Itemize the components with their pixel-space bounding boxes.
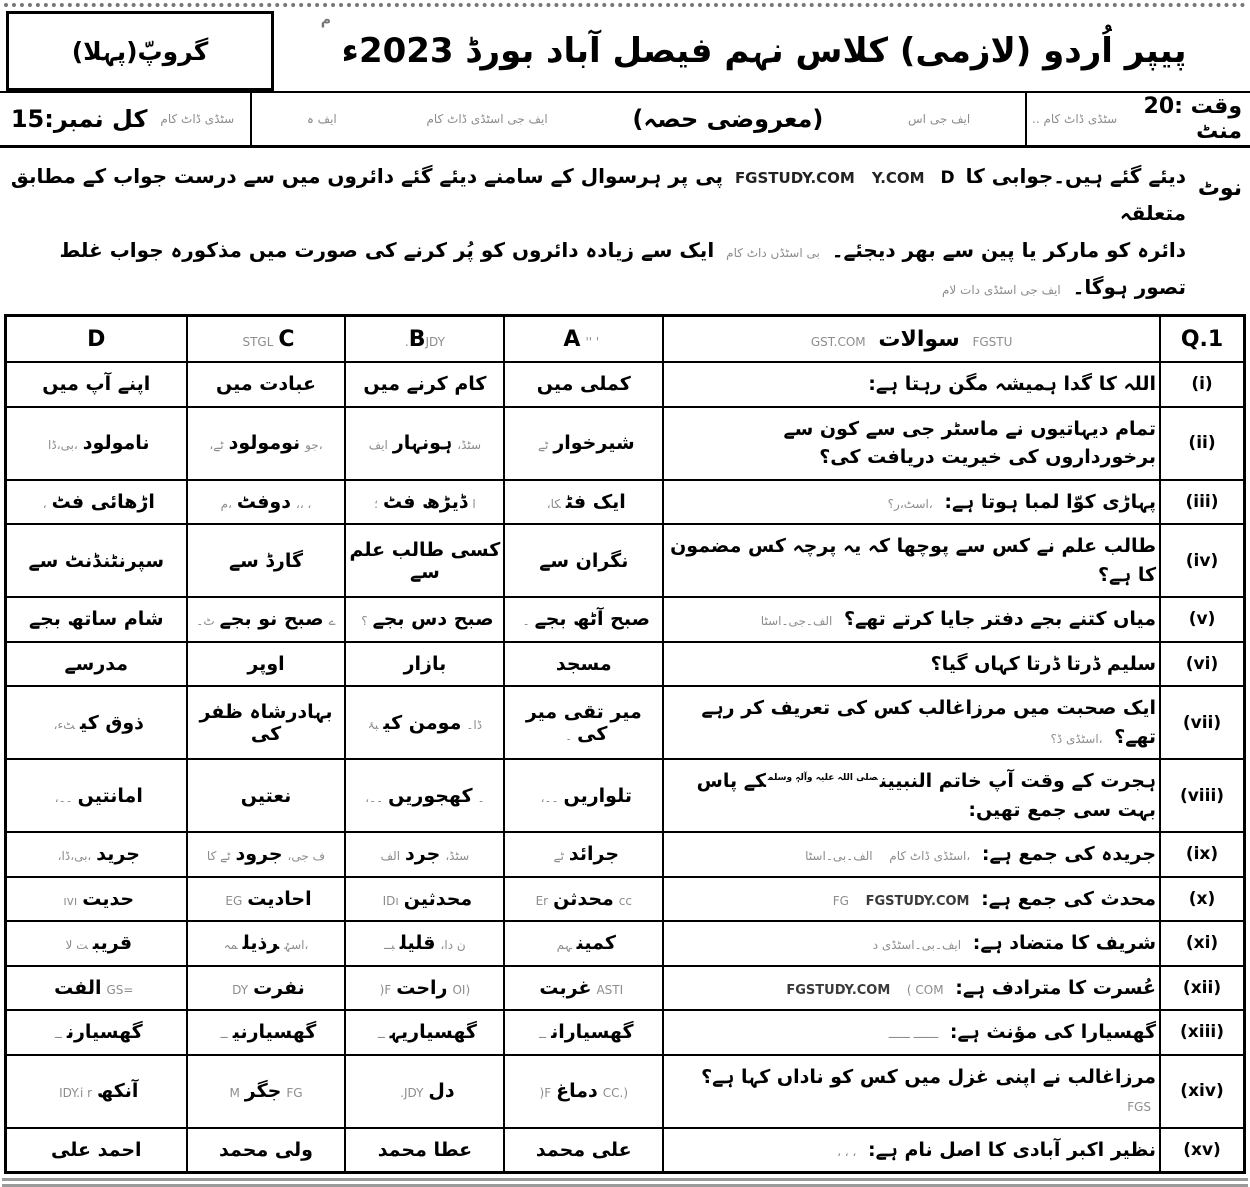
question-number: (xii): [1160, 966, 1244, 1011]
note-line-2: دائرہ کو مارکر یا پین سے بھر دیجئے۔ بی اسٹڈں داٹ کام ایک سے زیادہ دائروں کو پُر کرنے کی صورت میں مذکورہ جواب غلط تصور ہوگا۔ ایف جی اسٹڈی دات لام: [59, 238, 1186, 299]
option-c-cell: گارڈ سے: [187, 524, 346, 597]
watermark-fragment: ؛: [374, 496, 378, 511]
watermark-fragment: مہ: [223, 938, 238, 953]
watermark-fragment: سٹڈ،: [457, 438, 482, 452]
question-number: (vii): [1160, 686, 1244, 759]
option-c-cell: گھسیارنیــ: [187, 1010, 346, 1055]
watermark-fragment: ــ: [220, 1027, 228, 1042]
group-label: گروپّ(پہلا): [71, 36, 209, 66]
note-line-1: دیئے گئے ہیں۔جوابی کا FGSTUDY.COM Y.COM D پی پر ہرسوال کے سامنے دیئے گئے دائروں میں سے درست جواب کے مطابق متعلقہ: [10, 164, 1186, 225]
watermark-fragment: ٹے،: [209, 438, 224, 452]
watermark-fgstudycom: FGSTUDY.COM: [734, 169, 855, 187]
mcq-table: [4, 314, 1246, 1174]
option-b-cell: ڈا۔مومن کیبۂ: [345, 686, 504, 759]
option-d-cell: احمد علی: [6, 1128, 187, 1173]
question-number-header: Q.1: [1160, 316, 1244, 363]
watermark-fragment: ( COM: [906, 982, 944, 997]
column-header-b: BJDY.: [345, 316, 504, 363]
watermark-fragment: Er: [535, 893, 549, 908]
table-row: [6, 921, 1245, 966]
section-cell: [250, 93, 1027, 145]
watermark-fragment: م: [320, 12, 331, 28]
question-text: عُسرت کا مترادف ہے: FGSTUDY.COM ( COM: [663, 966, 1160, 1011]
watermark-fragment: (.CC: [602, 1086, 629, 1100]
group-box: [6, 11, 331, 91]
table-row: [6, 597, 1245, 642]
watermark-fragment: FGS: [1127, 1100, 1152, 1114]
watermark-fragment: ،م: [220, 496, 232, 511]
table-row: [6, 362, 1245, 407]
note-section: [0, 148, 1250, 312]
question-number: (xv): [1160, 1128, 1244, 1173]
table-row: [6, 407, 1245, 480]
watermark-fragment: ، ،،: [296, 496, 312, 511]
watermark-fragment: ــ: [539, 1027, 547, 1042]
option-b-cell: کام کرنے میں: [345, 362, 504, 407]
watermark-fragment: ۔: [477, 790, 485, 805]
option-d-cell: گھسیارنــ: [6, 1010, 187, 1055]
watermark-fragment: JDY.: [404, 334, 445, 349]
question-number: (xi): [1160, 921, 1244, 966]
watermark-fragment: ، ، ،: [837, 1144, 857, 1159]
question-number: (x): [1160, 877, 1244, 922]
option-a-cell: ccمحدثنEr: [504, 877, 663, 922]
watermark-fragment: DY: [232, 982, 249, 997]
option-b-cell: ن دا،قلیلبــ: [345, 921, 504, 966]
question-text: اللہ کا گدا ہمیشہ مگن رہتا ہے:: [663, 362, 1160, 407]
paper-title: پیپر اُردو (لازمی) کلاس نہم فیصل آباد بورڈ 2023ء: [341, 30, 1187, 71]
watermark-fgstudycom: FGSTUDY.COM: [865, 893, 970, 909]
question-text: گھسیارا کی مؤنث ہے: ـــــــ ــــــ: [663, 1010, 1160, 1055]
option-c-cell: اوپر: [187, 642, 346, 687]
option-d-cell: آنکھIDY.i r: [6, 1055, 187, 1128]
watermark-fragment: ف جی،: [287, 849, 326, 864]
question-text: مرزاغالب نے اپنی غزل میں کس کو ناداں کہا ہے؟ FGS: [663, 1055, 1160, 1128]
watermark-studydotcom-2: سٹڈی ڈاٹ کام: [160, 112, 235, 126]
option-b-cell: عطا محمد: [345, 1128, 504, 1173]
question-text: تمام دیہاتیوں نے ماسٹر جی سے کون سے برخورداروں کی خیریت دریافت کی؟: [663, 407, 1160, 480]
option-d-cell: اڑھائی فٹ،: [6, 480, 187, 525]
watermark-fragment: IDı: [382, 893, 399, 908]
mcq-header-row: [6, 316, 1245, 363]
option-a-cell: نگران سے: [504, 524, 663, 597]
option-c-cell: ولی محمد: [187, 1128, 346, 1173]
option-b-cell: صبح دس بجے؟: [345, 597, 504, 642]
option-a-cell: کمینہم: [504, 921, 663, 966]
watermark-fragment: ،: [42, 496, 47, 511]
question-number: (ii): [1160, 407, 1244, 480]
option-a-cell: ایک فٹکا،: [504, 480, 663, 525]
option-b-cell: کسی طالب علم سے: [345, 524, 504, 597]
watermark-fragment: ۔۔،: [54, 790, 73, 805]
option-b-cell: اڈیڑھ فٹ؛: [345, 480, 504, 525]
option-d-cell: جرید،بی،ڈا،: [6, 832, 187, 877]
watermark-fragment: ٹے کا: [206, 849, 231, 864]
watermark-fragment: ؟: [361, 614, 368, 629]
watermark-fragment: ٹ۔: [196, 614, 215, 629]
watermark-fragment: F(: [379, 982, 392, 997]
option-c-cell: ،جونومولودٹے،: [187, 407, 346, 480]
table-row: [6, 686, 1245, 759]
total-marks-label: کل نمبر:15: [10, 105, 148, 133]
watermark-fragment: ASTI: [596, 982, 624, 997]
option-d-cell: نامولود،بی،ڈا: [6, 407, 187, 480]
option-letter-d: D: [940, 168, 955, 188]
note-label: نوٹ: [1197, 176, 1242, 201]
watermark-studydotcom: سٹڈی ڈاٹ کام ..: [1032, 112, 1118, 126]
watermark-fragment: ،بی،ڈا،: [57, 849, 92, 864]
watermark-fragment: FGSTU: [972, 334, 1013, 349]
option-d-cell: ذوق کیٹء،: [6, 686, 187, 759]
questions-header: FGSTU سوالات GST.COM: [663, 316, 1160, 363]
question-number: (xiii): [1160, 1010, 1244, 1055]
table-row: [6, 966, 1245, 1011]
table-row: [6, 832, 1245, 877]
option-b-cell: ۔کھجوریں۔۔،: [345, 759, 504, 832]
table-row: [6, 480, 1245, 525]
option-b-cell: سٹڈ،ہونہارایف: [345, 407, 504, 480]
option-c-cell: ،اسۂرذیلمہ: [187, 921, 346, 966]
option-d-cell: مدرسے: [6, 642, 187, 687]
table-row: [6, 1055, 1245, 1128]
option-c-cell: ف جی،جرودٹے کا: [187, 832, 346, 877]
table-row: [6, 1128, 1245, 1173]
option-b-cell: دلJDY.: [345, 1055, 504, 1128]
watermark-fragment: ے: [328, 614, 336, 629]
option-c-cell: عبادت میں: [187, 362, 346, 407]
option-d-cell: =GSالفت: [6, 966, 187, 1011]
watermark-fragment: STGL: [242, 334, 274, 349]
watermark-fragment: FG: [286, 1086, 303, 1100]
watermark-fragment: ' '': [585, 334, 600, 349]
question-text: ہجرت کے وقت آپ خاتم النبیین$^{صلی اللہ علیہ وآلہٖ وسلم}$کے پاس بہت سی جمع تھیں:: [663, 759, 1160, 832]
option-d-cell: شام ساتھ بجے: [6, 597, 187, 642]
watermark-fragment: ٹے: [537, 438, 549, 452]
option-c-cell: نعتیں: [187, 759, 346, 832]
option-c-cell: بہادرشاہ ظفر کی: [187, 686, 346, 759]
watermark-fragment: سٹڈ،: [445, 849, 470, 864]
watermark-fragment: ٹء،: [53, 717, 75, 732]
option-c-cell: ، ،،دوفٹ،م: [187, 480, 346, 525]
watermark-fragment: ۔۔،: [365, 790, 384, 805]
watermark-fragment: ـــــــ ــــــ: [888, 1027, 939, 1041]
option-a-cell: علی محمد: [504, 1128, 663, 1173]
option-a-cell: میر تقی میر کی۔: [504, 686, 663, 759]
option-a-cell: شیرخوارٹے: [504, 407, 663, 480]
watermark-fragment: ،اسٹڈی ڈ؟: [1050, 731, 1103, 746]
option-d-cell: حدیتıvı: [6, 877, 187, 922]
question-number: (ix): [1160, 832, 1244, 877]
watermark-fragment: ıvı: [63, 893, 78, 908]
question-text: طالب علم نے کس سے پوچھا کہ یہ پرچہ کس مضمون کا ہے؟: [663, 524, 1160, 597]
watermark-fragment: ــ: [377, 1027, 385, 1042]
watermark-fragment: ،بی،ڈا: [48, 438, 78, 452]
watermark-fragment: ڈا۔: [466, 717, 483, 732]
watermark-fragment: EG: [225, 893, 243, 908]
question-text: جریدہ کی جمع ہے: ،اسٹڈی ڈاٹ کام الف۔بی۔اسٹا: [663, 832, 1160, 877]
durood-inscription: صلی اللہ علیہ وآلہٖ وسلم: [767, 772, 878, 783]
watermark-fragment: بــ: [384, 938, 395, 953]
watermark-fragment: الف۔بی۔اسٹا: [805, 849, 873, 863]
question-text: سلیم ڈرتا ڈرتا کہاں گیا؟: [663, 642, 1160, 687]
note-text: [6, 158, 1186, 306]
watermark-fragment: ا: [472, 496, 476, 511]
watermark-fragment: الف۔جی۔اسٹا: [760, 614, 833, 628]
option-c-cell: نفرتDY: [187, 966, 346, 1011]
option-d-cell: سپرنٹنڈنٹ سے: [6, 524, 187, 597]
watermark-fragment: JDY.: [400, 1086, 424, 1100]
table-row: [6, 524, 1245, 597]
option-c-cell: FGجگرM: [187, 1055, 346, 1128]
watermark-fragment: M: [229, 1086, 240, 1100]
watermark-fragment: بۂ: [367, 717, 379, 732]
option-a-cell: (.CCدماغF(: [504, 1055, 663, 1128]
option-a-cell: تلواریں۔۔،: [504, 759, 663, 832]
question-number: (iv): [1160, 524, 1244, 597]
option-a-cell: ASTIغربت: [504, 966, 663, 1011]
table-row: [6, 1010, 1245, 1055]
watermark-fragment: ،اسۂ: [284, 938, 309, 953]
option-b-cell: گھسیاریہــ: [345, 1010, 504, 1055]
table-row: [6, 759, 1245, 832]
option-a-cell: گھسیارانــ: [504, 1010, 663, 1055]
question-text: نظیر اکبر آبادی کا اصل نام ہے: ، ، ،: [663, 1128, 1160, 1173]
paper-subheader: [0, 93, 1250, 148]
exam-paper-page: [0, 3, 1250, 1161]
option-b-cell: بازار: [345, 642, 504, 687]
watermark-fragment: ایف: [368, 438, 388, 452]
watermark-fragment: ،اسٹڈی ڈاٹ کام: [889, 849, 971, 863]
table-row: [6, 642, 1245, 687]
question-number: (v): [1160, 597, 1244, 642]
column-header-d: D: [6, 316, 187, 363]
option-a-cell: صبح آٹھ بجے۔: [504, 597, 663, 642]
question-number: (i): [1160, 362, 1244, 407]
watermark-fragment: IDY.i r: [59, 1086, 93, 1100]
watermark-fgstudycom: FGSTUDY.COM: [786, 982, 891, 998]
question-rows: [6, 362, 1245, 1173]
watermark-fragment: =GS: [106, 982, 134, 997]
marks-cell: [0, 93, 250, 145]
section-label: (معروضی حصہ): [632, 105, 824, 133]
question-number: (vi): [1160, 642, 1244, 687]
watermark-fragment: ۔۔،: [540, 790, 559, 805]
table-row: [6, 877, 1245, 922]
question-number: (viii): [1160, 759, 1244, 832]
option-c-cell: ےصبح نو بجےٹ۔: [187, 597, 346, 642]
watermark-fragment: ،اسٹ،ر؟: [887, 496, 933, 511]
bottom-double-rule: [2, 1178, 1248, 1187]
option-a-cell: مسجد: [504, 642, 663, 687]
watermark-fragment: FG: [832, 893, 849, 908]
watermark-fragment: ۔: [522, 614, 530, 629]
watermark-fragment: ،جو: [305, 438, 323, 452]
watermark-fragment: ت لا: [65, 938, 88, 953]
watermark-fragment: ن دا،: [440, 938, 466, 953]
question-text: پہاڑی کوّا لمبا ہوتا ہے: ،اسٹ،ر؟: [663, 480, 1160, 525]
question-number: (xiv): [1160, 1055, 1244, 1128]
question-number: (iii): [1160, 480, 1244, 525]
question-text: میاں کتنے بجے دفتر جایا کرتے تھے؟ الف۔جی۔اسٹا: [663, 597, 1160, 642]
watermark-fragment: الف: [380, 849, 401, 864]
option-a-cell: جرائدٹے: [504, 832, 663, 877]
option-b-cell: (OIراحتF(: [345, 966, 504, 1011]
question-text: ایک صحبت میں مرزاغالب کس کی تعریف کر رہے تھے؟ ،اسٹڈی ڈ؟: [663, 686, 1160, 759]
option-a-cell: کملی میں: [504, 362, 663, 407]
watermark-fragment: ٹے: [553, 849, 564, 864]
watermark-fragment: کا،: [546, 496, 561, 511]
watermark-fragment: ایف۔بی۔اسٹڈی د: [872, 938, 962, 952]
watermark-ycom: Y.COM: [871, 169, 925, 187]
watermark-fragment: F(: [539, 1086, 552, 1100]
option-c-cell: احادیتEG: [187, 877, 346, 922]
watermark-fragment: ــ: [54, 1027, 62, 1042]
option-d-cell: قریبت لا: [6, 921, 187, 966]
option-d-cell: امانتیں۔۔،: [6, 759, 187, 832]
watermark-fragment: ہم: [556, 938, 572, 953]
watermark-fgstudy-urdu-2: ایف جی اسٹڈی دات لام: [941, 283, 1061, 297]
option-b-cell: محدثینIDı: [345, 877, 504, 922]
column-header-a: ' ''A: [504, 316, 663, 363]
watermark-fgstudy-urdu: ایف جی اسٹڈی ڈاٹ کام: [426, 112, 548, 126]
watermark-fragment: (OI: [452, 982, 471, 997]
question-text: محدث کی جمع ہے: FG FGSTUDY.COM: [663, 877, 1160, 922]
option-b-cell: سٹڈ،جردالف: [345, 832, 504, 877]
watermark-fgs: ایف جی اس: [908, 112, 971, 126]
watermark-ef-h: ایف ہ: [306, 112, 337, 126]
question-text: شریف کا متضاد ہے: ایف۔بی۔اسٹڈی د: [663, 921, 1160, 966]
watermark-fragment: GST.COM: [810, 334, 866, 349]
option-d-cell: اپنے آپ میں: [6, 362, 187, 407]
time-cell: [1027, 93, 1250, 145]
watermark-fragment: cc: [618, 893, 632, 908]
paper-header: [0, 9, 1250, 93]
watermark-fragment: ۔: [565, 728, 573, 743]
time-label: وقت :20 منٹ: [1143, 94, 1242, 144]
column-header-c: STGL C: [187, 316, 346, 363]
watermark-bstudy: بی اسٹڈں داٹ کام: [726, 246, 820, 260]
